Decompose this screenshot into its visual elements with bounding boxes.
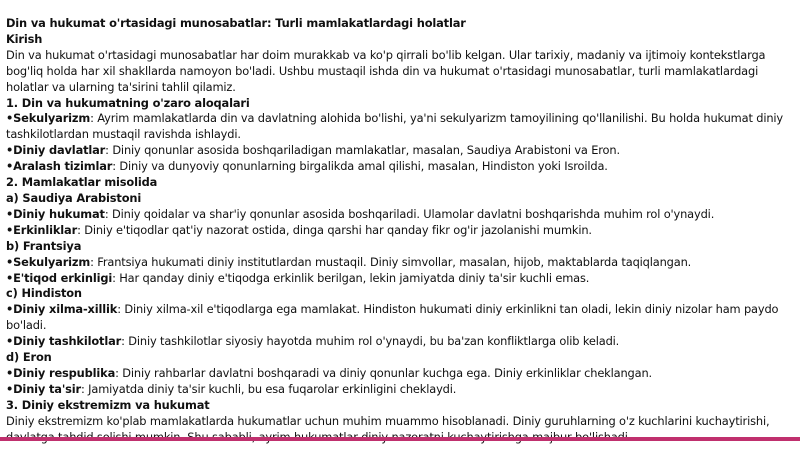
bullet-text: : Diniy qoidalar va shar'iy qonunlar asosida boshqariladi. Ulamolar davlatni boshqarishda muhim rol o'ynaydi.: [104, 206, 715, 221]
bottom-accent-bar: [0, 437, 800, 441]
section-1-heading: 1. Din va hukumatning o'zaro aloqalari: [6, 95, 250, 110]
bullet-item: [6, 223, 796, 239]
bullet-term: •Diniy respublika: [6, 365, 116, 380]
bullet-item: [6, 271, 796, 287]
bullet-term: •Sekulyarizm: [6, 111, 91, 126]
document-title: Din va hukumat o'rtasidagi munosabatlar: Turli mamlakatlardagi holatlar: [6, 16, 466, 30]
intro-paragraph: Din va hukumat o'rtasidagi munosabatlar har doim murakkab va ko'p qirrali bo'lib kelgan. Ular tarixiy, madaniy va ijtimoiy kontekstlarga bog'liq holda har xil shakllarda namoyon bo'ladi. Ushbu mustaqil ishda din va hukumat o'rtasidagi munosabatlar, turli mamlakatlardagi holatlar va ularning ta'sirini tahlil qilamiz.: [6, 47, 766, 94]
bullet-text: : Har qanday diniy e'tiqodga erkinlik berilgan, lekin jamiyatda diniy ta'sir kuchli emas.: [112, 270, 590, 285]
bullet-term: •Diniy hukumat: [6, 206, 105, 221]
bullet-item: [6, 302, 796, 334]
bullet-term: •Sekulyarizm: [6, 254, 91, 269]
bullet-item: [6, 159, 796, 175]
bullet-term: •Erkinliklar: [6, 222, 78, 237]
bullet-item: [6, 334, 796, 350]
country-heading-france: b) Frantsiya: [6, 238, 82, 253]
country-heading-saudi: a) Saudiya Arabistoni: [6, 190, 142, 205]
bullet-item: [6, 382, 796, 398]
bullet-item: [6, 255, 796, 271]
bullet-text: : Diniy qonunlar asosida boshqariladigan mamlakatlar, masalan, Saudiya Arabistoni va Eron.: [105, 143, 620, 158]
bullet-text: : Diniy e'tiqodlar qat'iy nazorat ostida, dinga qarshi har qanday fikr og'ir jazolanishi mumkin.: [77, 222, 592, 237]
bullet-term: •Diniy xilma-xillik: [6, 302, 118, 317]
bullet-term: •Diniy ta'sir: [6, 381, 82, 396]
bullet-item: [6, 143, 796, 159]
bullet-text: : Diniy tashkilotlar siyosiy hayotda muhim rol o'ynaydi, bu ba'zan konfliktlarga olib keladi.: [121, 334, 620, 349]
bullet-term: •E'tiqod erkinligi: [6, 270, 113, 285]
document-body: [6, 16, 796, 445]
bullet-term: •Diniy davlatlar: [6, 143, 106, 158]
bullet-text: : Ayrim mamlakatlarda din va davlatning alohida bo'lishi, ya'ni sekulyarizm tamoyilining qo'llanilishi. Bu holda hukumat diniy tashkilotlardan mustaqil ravishda ishlaydi.: [6, 111, 784, 142]
bullet-term: •Diniy tashkilotlar: [6, 334, 122, 349]
section-2-heading: 2. Mamlakatlar misolida: [6, 175, 158, 190]
bullet-text: : Diniy xilma-xil e'tiqodlarga ega mamlakat. Hindiston hukumati diniy erkinlikni tan oladi, lekin diniy nizolar ham paydo bo'ladi.: [6, 302, 779, 333]
bullet-text: : Jamiyatda diniy ta'sir kuchli, bu esa fuqarolar erkinligini cheklaydi.: [81, 381, 457, 396]
bullet-item: [6, 366, 796, 382]
intro-heading: Kirish: [6, 31, 43, 46]
section-3-heading: 3. Diniy ekstremizm va hukumat: [6, 397, 210, 412]
bullet-term: •Aralash tizimlar: [6, 159, 113, 174]
bullet-text: : Diniy rahbarlar davlatni boshqaradi va diniy qonunlar kuchga ega. Diniy erkinliklar cheklangan.: [115, 365, 652, 380]
bullet-text: : Diniy va dunyoviy qonunlarning birgalikda amal qilishi, masalan, Hindiston yoki Isroilda.: [112, 159, 608, 174]
bullet-item: [6, 207, 796, 223]
country-heading-india: c) Hindiston: [6, 286, 82, 301]
bullet-item: [6, 111, 796, 143]
country-heading-iran: d) Eron: [6, 350, 52, 365]
bullet-text: : Frantsiya hukumati diniy institutlardan mustaqil. Diniy simvollar, masalan, hijob, maktablarda taqiqlangan.: [90, 254, 692, 269]
section-3-paragraph: Diniy ekstremizm ko'plab mamlakatlarda hukumatlar uchun muhim muammo hisoblanadi. Diniy guruhlarning o'z kuchlarini kuchaytirishi,: [6, 413, 770, 428]
